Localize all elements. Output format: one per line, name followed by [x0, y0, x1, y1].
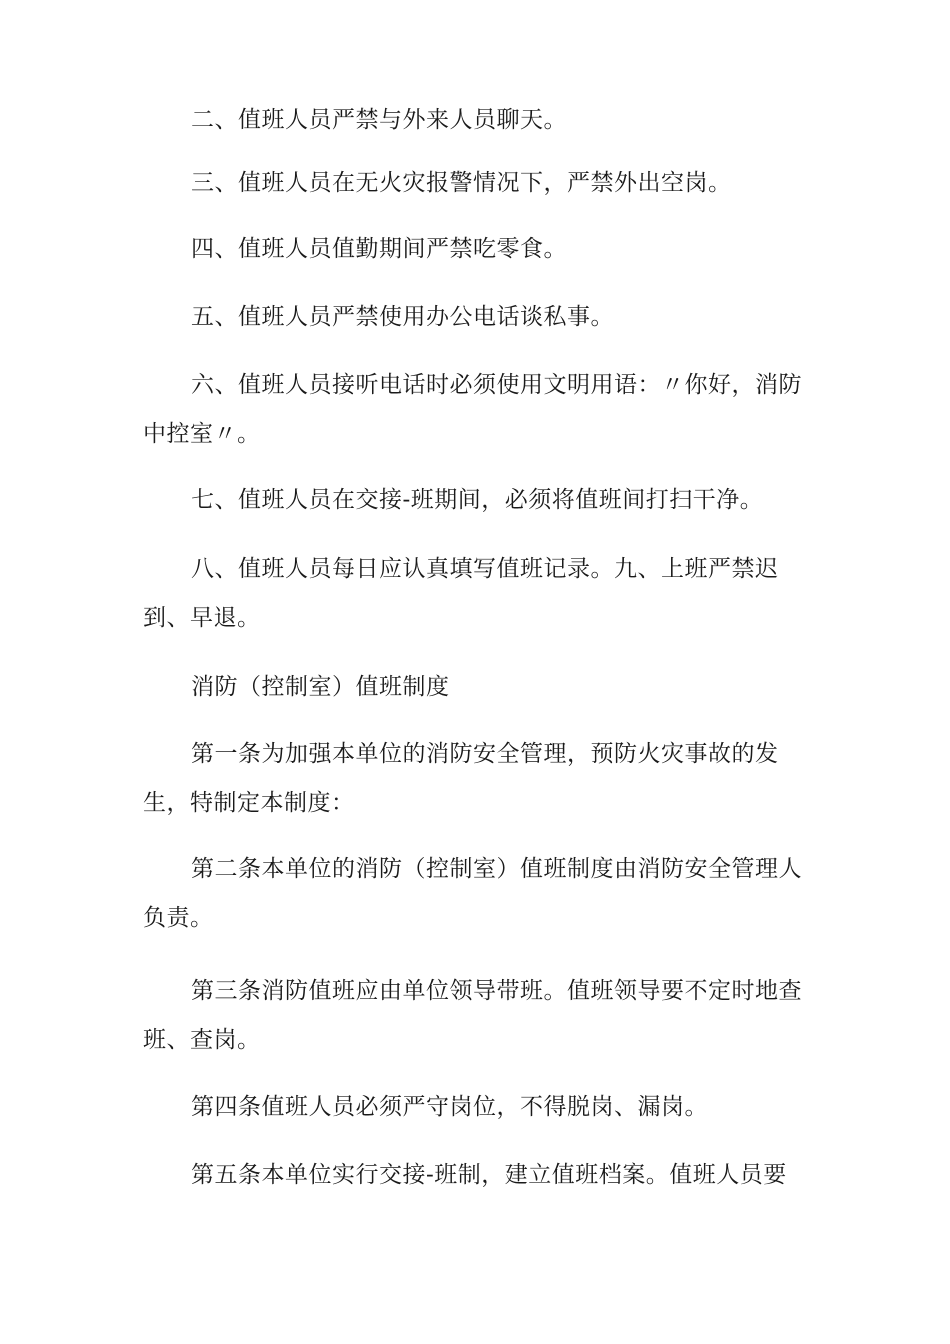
paragraph-article-3: 第三条消防值班应由单位领导带班。值班领导要不定时地查班、查岗。 [143, 978, 802, 1053]
paragraph-rule-3: 三、值班人员在无火灾报警情况下，严禁外出空岗。 [191, 170, 732, 196]
paragraph-article-2: 第二条本单位的消防（控制室）值班制度由消防安全管理人负责。 [143, 856, 802, 931]
paragraph-rule-7: 七、值班人员在交接-班期间，必须将值班间打扫干净。 [191, 487, 764, 513]
paragraph-article-4: 第四条值班人员必须严守岗位，不得脱岗、漏岗。 [191, 1094, 708, 1120]
section-title: 消防（控制室）值班制度 [191, 674, 450, 700]
paragraph-article-1: 第一条为加强本单位的消防安全管理，预防火灾事故的发生，特制定本制度： [143, 741, 779, 816]
paragraph-rule-2: 二、值班人员严禁与外来人员聊天。 [191, 107, 567, 133]
paragraph-rule-5: 五、值班人员严禁使用办公电话谈私事。 [191, 304, 614, 330]
paragraph-article-5: 第五条本单位实行交接-班制，建立值班档案。值班人员要 [191, 1162, 787, 1188]
paragraph-rule-4: 四、值班人员值勤期间严禁吃零食。 [191, 236, 567, 262]
paragraph-rule-8-9: 八、值班人员每日应认真填写值班记录。九、上班严禁迟到、早退。 [143, 556, 779, 631]
paragraph-rule-6: 六、值班人员接听电话时必须使用文明用语：〃你好，消防中控室〃。 [143, 372, 802, 447]
